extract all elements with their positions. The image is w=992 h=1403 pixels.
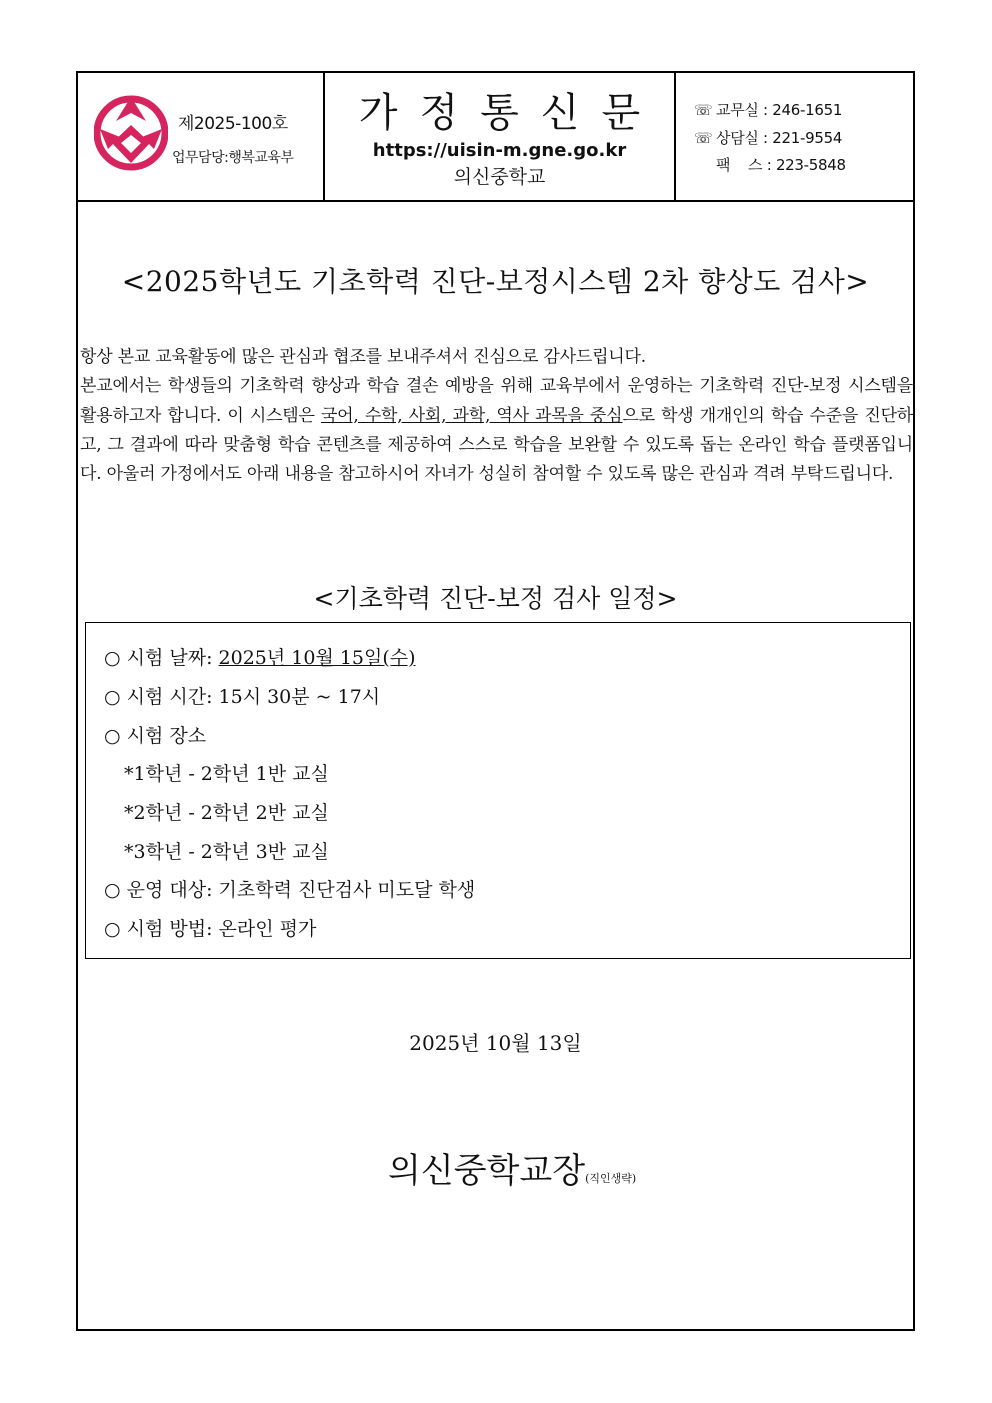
exam-place: ○ 시험 장소 — [104, 725, 207, 747]
place-grade-2: *2학년 - 2학년 2반 교실 — [124, 802, 329, 824]
document-number: 제2025-100호 — [178, 114, 288, 134]
place-grade-3: *3학년 - 2학년 3반 교실 — [124, 841, 329, 863]
issue-date: 2025년 10월 13일 — [409, 1031, 582, 1055]
school-logo-icon — [94, 91, 168, 175]
contact-office: ☏ 교무실 : 246-1651 — [694, 101, 843, 119]
schedule-title: <기초학력 진단-보정 검사 일정> — [313, 584, 678, 613]
exam-method: ○ 시험 방법: 온라인 평가 — [104, 918, 317, 940]
place-grade-1: *1학년 - 2학년 1반 교실 — [124, 763, 329, 785]
school-name: 의신중학교 — [453, 166, 546, 188]
exam-date: ○ 시험 날짜: 2025년 10월 15일(수) — [104, 647, 416, 669]
intro-greeting: 항상 본교 교육활동에 많은 관심과 협조를 보내주셔서 진심으로 감사드립니다. — [80, 347, 646, 367]
subjects-underline: 국어, 수학, 사회, 과학, 역사 과목을 중심 — [320, 405, 623, 426]
phone-icon: ☏ — [694, 101, 713, 119]
header-contacts — [676, 73, 913, 200]
intro-text — [80, 343, 913, 489]
newsletter-title: 가정통신문 — [358, 90, 663, 136]
contact-counsel: ☏ 상담실 : 221-9554 — [694, 129, 843, 147]
main-title: <2025학년도 기초학력 진단-보정시스템 2차 향상도 검사> — [121, 265, 870, 298]
schedule-box — [85, 622, 911, 959]
notice-frame — [76, 71, 915, 1331]
department: 업무담당:행복교육부 — [172, 150, 294, 166]
seal-note: (직인생략) — [585, 1172, 637, 1185]
contact-fax: 팩 스 : 223-5848 — [716, 156, 846, 174]
intro-body: 본교에서는 학생들의 기초학력 향상과 학습 결손 예방을 위해 교육부에서 운영하는 기초학력 진단-보정 시스템을 활용하고자 합니다. 이 시스템은 국어, 수학, 사회, 과학, 역사 과목을 중심으로 학생 개개인의 학습 수준을 진단하고, 그 결과에 따라 맞춤형 학습 콘텐츠를 제공하여 스스로 학습을 보완할 수 있도록 돕는 온라인 학습 플랫폼입니다. 아울러 가정에서도 아래 내용을 참고하시어 자녀가 성실히 참여할 수 있도록 많은 관심과 격려 부탁드립니다. — [80, 376, 914, 485]
phone-icon: ☏ — [694, 129, 713, 147]
header-left — [78, 73, 325, 200]
header-center — [325, 73, 676, 200]
exam-target: ○ 운영 대상: 기초학력 진단검사 미도달 학생 — [104, 879, 476, 901]
school-url[interactable]: https://uisin-m.gne.go.kr — [372, 140, 627, 161]
header — [78, 73, 913, 202]
exam-time: ○ 시험 시간: 15시 30분 ~ 17시 — [104, 686, 381, 708]
principal-signature: 의신중학교장(직인생략) — [388, 1151, 637, 1191]
